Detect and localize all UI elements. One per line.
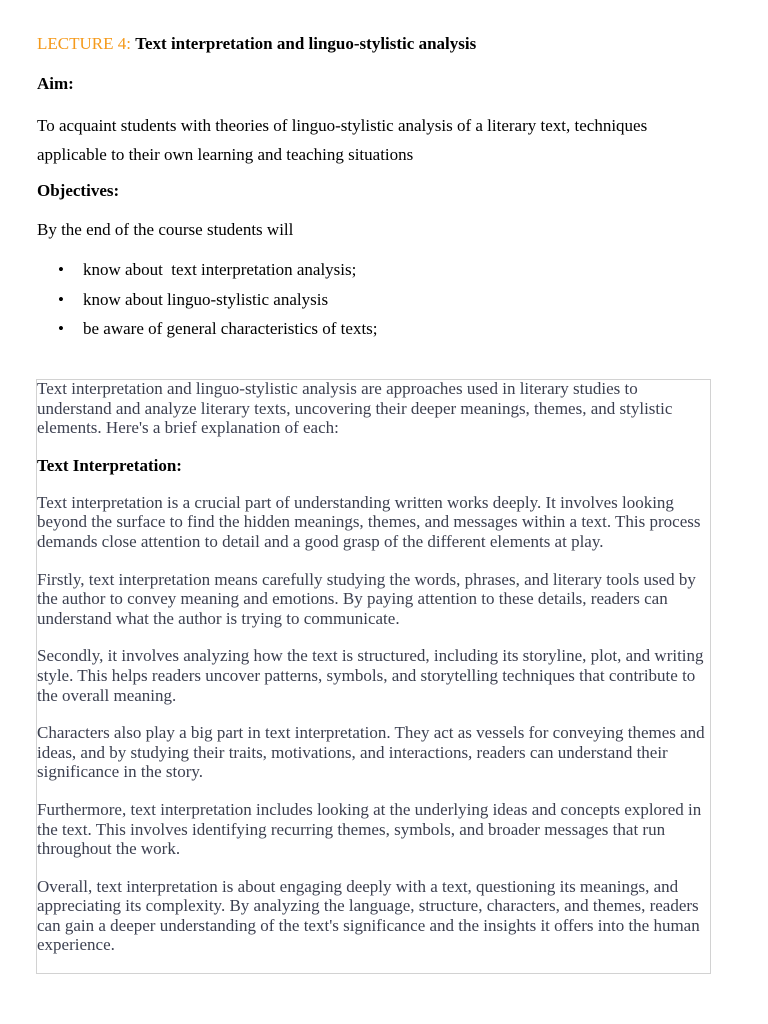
objectives-heading: Objectives: (37, 181, 120, 200)
lecture-topic: Text interpretation and linguo-stylistic analysis (135, 34, 477, 53)
objectives-intro: By the end of the course students will (37, 220, 294, 239)
box-paragraph: Secondly, it involves analyzing how the text is structured, including its storyline, plot, and writing style. This helps readers uncover patterns, symbols, and storytelling techniques that contribute to the overall meaning. (37, 646, 704, 705)
box-paragraph: Text interpretation is a crucial part of understanding written works deeply. It involves looking beyond the surface to find the hidden meanings, themes, and messages within a text. This process demands close attention to detail and a good grasp of the different elements at play. (37, 492, 701, 551)
aim-text: To acquaint students with theories of linguo-stylistic analysis of a literary text, techniques applicable to their own learning and teaching situations (37, 116, 648, 164)
box-paragraph: Characters also play a big part in text interpretation. They act as vessels for conveying themes and ideas, and by studying their traits, motivations, and interactions, readers can understand their significance in the story. (37, 723, 705, 782)
objectives-list (37, 255, 378, 344)
box-heading: Text Interpretation: (37, 455, 182, 475)
objective-item: • know about linguo-stylistic analysis (37, 285, 378, 315)
objective-item: • be aware of general characteristics of texts; (37, 314, 378, 344)
aim-heading: Aim: (37, 74, 74, 93)
box-paragraph: Overall, text interpretation is about engaging deeply with a text, questioning its meanings, and appreciating its complexity. By analyzing the language, structure, characters, and themes, readers can gain a deeper understanding of the text's significance and the insights it offers into the human experience. (37, 876, 700, 955)
box-intro: Text interpretation and linguo-stylistic analysis are approaches used in literary studies to understand and analyze literary texts, uncovering their deeper meanings, themes, and stylistic elements. Here's a brief explanation of each: (37, 379, 673, 438)
box-paragraph: Firstly, text interpretation means carefully studying the words, phrases, and literary tools used by the author to convey meaning and emotions. By paying attention to these details, readers can understand what the author is trying to communicate. (37, 569, 696, 628)
explanation-box (36, 379, 711, 974)
lecture-title (37, 34, 476, 54)
box-paragraph: Furthermore, text interpretation includes looking at the underlying ideas and concepts explored in the text. This involves identifying recurring themes, symbols, and broader messages that run throughout the work. (37, 799, 702, 859)
lecture-label: LECTURE 4: (37, 34, 131, 53)
objective-item: • know about text interpretation analysis; (37, 255, 378, 285)
